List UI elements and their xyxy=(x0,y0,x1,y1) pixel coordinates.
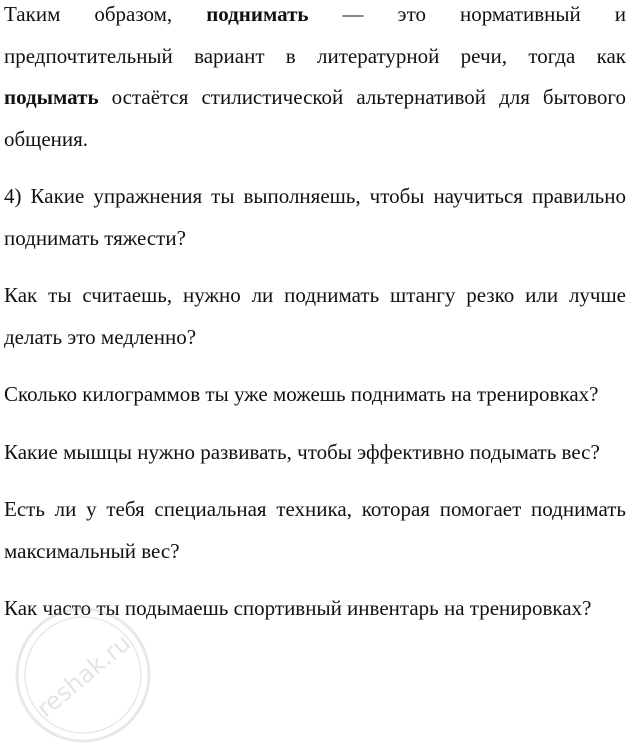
conclusion-text-3: остаётся стилистической альтернативой для бытового общения. xyxy=(4,85,626,151)
question-paragraph-3: Сколько килограммов ты уже можешь поднимать на тренировках? xyxy=(4,382,599,406)
question-paragraph-6: Как часто ты подымаешь спортивный инвентарь на тренировках? xyxy=(4,596,592,620)
bold-word-podnimat: поднимать xyxy=(206,2,309,26)
question-paragraph-4: Какие мышцы нужно развивать, чтобы эффективно подымать вес? xyxy=(4,439,600,464)
conclusion-paragraph xyxy=(4,0,626,160)
conclusion-text-2: — это нормативный и предпочтительный вариант в литературной речи, тогда как xyxy=(4,2,626,68)
bold-word-podymat: подымать xyxy=(4,85,99,109)
watermark-text: reshak.ru xyxy=(31,628,136,723)
question-paragraph-5: Есть ли у тебя специальная техника, которая помогает поднимать максимальный вес? xyxy=(4,497,626,563)
question-paragraph-1: 4) Какие упражнения ты выполняешь, чтобы научиться правильно поднимать тяжести? xyxy=(4,184,626,250)
question-paragraph-2: Как ты считаешь, нужно ли поднимать штангу резко или лучше делать это медленно? xyxy=(4,283,626,349)
conclusion-text-1: Таким образом, xyxy=(4,2,207,26)
document-page xyxy=(4,0,626,630)
